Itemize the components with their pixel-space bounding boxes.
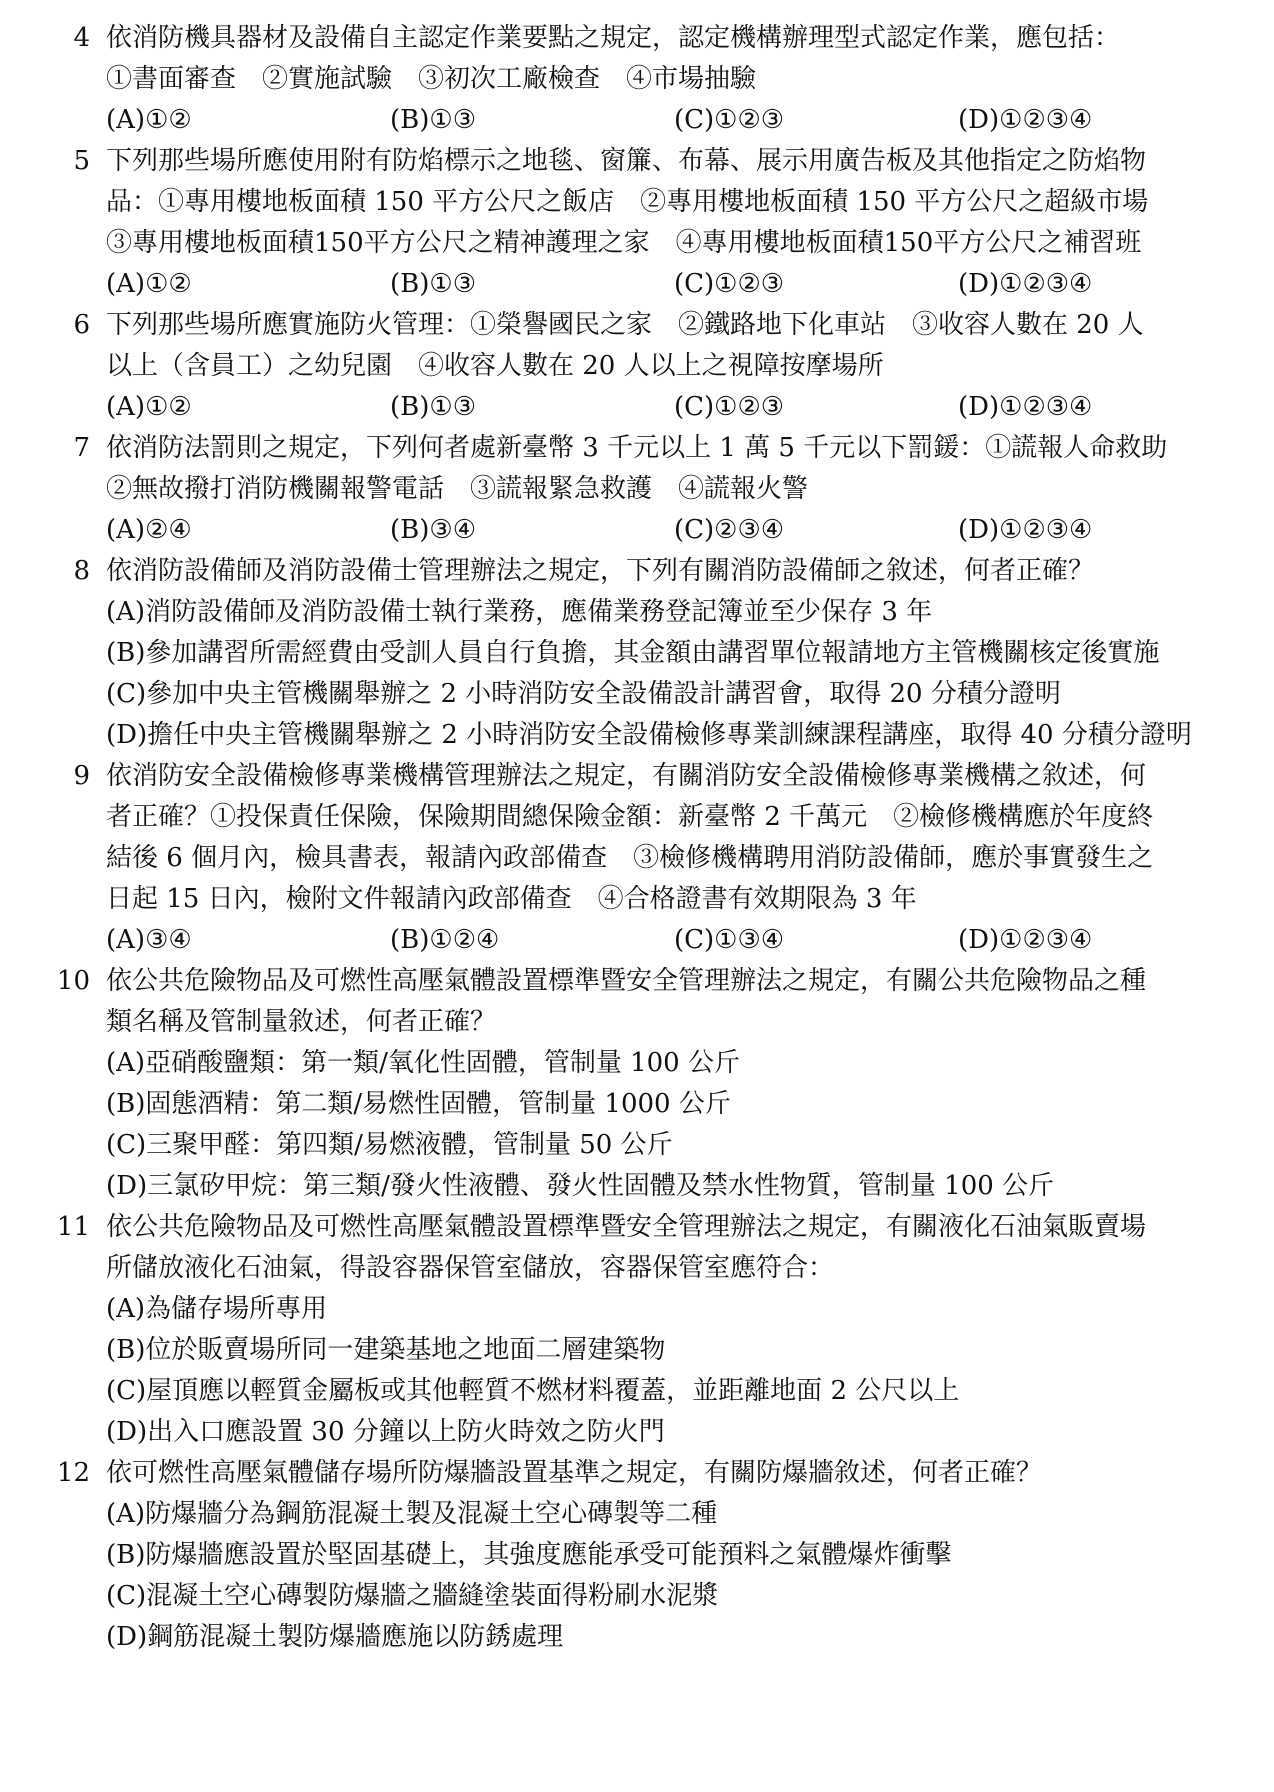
answer-option: (C)①③④	[674, 925, 785, 955]
answer-option: (A)為儲存場所專用	[106, 1294, 328, 1324]
question-number: 10	[56, 966, 90, 996]
question-stem	[106, 141, 1242, 264]
question-stem-line: ②無故撥打消防機關報警電話 ③謊報緊急救護 ④謊報火警	[106, 474, 809, 504]
answer-option: (B)①③	[390, 105, 477, 135]
question-number: 7	[73, 433, 90, 463]
question-stem-line: 依公共危險物品及可燃性高壓氣體設置標準暨安全管理辦法之規定，有關公共危險物品之種	[106, 966, 1147, 996]
question-number: 9	[73, 761, 90, 791]
question-block	[56, 961, 1242, 1207]
answer-option: (D)擔任中央主管機關舉辦之 2 小時消防安全設備檢修專業訓練課程講座，取得 40 分積分證明	[106, 720, 1192, 750]
answer-option: (A)①②	[106, 392, 192, 422]
answer-option: (B)①③	[390, 269, 477, 299]
answer-option: (D)①②③④	[958, 925, 1093, 955]
answer-option: (A)②④	[106, 515, 192, 545]
answer-options-row	[106, 100, 1242, 141]
question-stem-line: 所儲放液化石油氣，得設容器保管室儲放，容器保管室應符合：	[106, 1253, 835, 1283]
answer-option: (A)消防設備師及消防設備士執行業務，應備業務登記簿並至少保存 3 年	[106, 597, 933, 627]
answer-option: (B)防爆牆應設置於堅固基礎上，其強度應能承受可能預料之氣體爆炸衝擊	[106, 1540, 952, 1570]
answer-options-row	[106, 920, 1242, 961]
question-stem-line: 下列那些場所應實施防火管理：①榮譽國民之家 ②鐵路地下化車站 ③收容人數在 20 人	[106, 310, 1144, 340]
question-stem-line: 依消防設備師及消防設備士管理辦法之規定，下列有關消防設備師之敘述，何者正確？	[106, 556, 1095, 586]
answer-options-list	[106, 1289, 1242, 1453]
question-block	[73, 756, 1242, 961]
question-block	[73, 551, 1242, 756]
question-stem-line: 依消防法罰則之規定，下列何者處新臺幣 3 千元以上 1 萬 5 千元以下罰鍰：①謊報人命救助	[106, 433, 1168, 463]
question-stem	[106, 18, 1242, 100]
question-stem-line: 依消防安全設備檢修專業機構管理辦法之規定，有關消防安全設備檢修專業機構之敘述，何	[106, 761, 1147, 791]
answer-option: (A)①②	[106, 269, 192, 299]
answer-options-row	[106, 264, 1242, 305]
answer-option: (C)①②③	[674, 105, 785, 135]
answer-option: (D)鋼筋混凝土製防爆牆應施以防銹處理	[106, 1622, 564, 1652]
answer-option: (D)①②③④	[958, 269, 1093, 299]
answer-option: (C)①②③	[674, 269, 785, 299]
question-stem	[106, 551, 1242, 592]
question-stem-line: 結後 6 個月內，檢具書表，報請內政部備查 ③檢修機構聘用消防設備師，應於事實發生之	[106, 843, 1154, 873]
question-block	[56, 1453, 1242, 1658]
question-number: 6	[73, 310, 90, 340]
answer-option: (D)①②③④	[958, 515, 1093, 545]
question-stem-line: ③專用樓地板面積150平方公尺之精神護理之家 ④專用樓地板面積150平方公尺之補習班	[106, 228, 1142, 258]
question-stem-line: 以上（含員工）之幼兒園 ④收容人數在 20 人以上之視障按摩場所	[106, 351, 884, 381]
answer-option: (D)①②③④	[958, 105, 1093, 135]
answer-option: (C)混凝土空心磚製防爆牆之牆縫塗裝面得粉刷水泥漿	[106, 1581, 719, 1611]
question-number: 11	[56, 1212, 90, 1242]
answer-option: (C)屋頂應以輕質金屬板或其他輕質不燃材料覆蓋，並距離地面 2 公尺以上	[106, 1376, 960, 1406]
answer-options-list	[106, 1043, 1242, 1207]
question-block	[73, 18, 1242, 141]
answer-option: (B)③④	[390, 515, 477, 545]
answer-option: (C)三聚甲醛：第四類/易燃液體，管制量 50 公斤	[106, 1130, 673, 1160]
question-number: 12	[56, 1458, 90, 1488]
question-number: 8	[73, 556, 90, 586]
question-stem	[106, 305, 1242, 387]
question-block	[73, 305, 1242, 428]
answer-option: (A)亞硝酸鹽類：第一類/氧化性固體，管制量 100 公斤	[106, 1048, 740, 1078]
answer-option: (B)①③	[390, 392, 477, 422]
question-block	[73, 141, 1242, 305]
answer-option: (A)③④	[106, 925, 192, 955]
answer-option: (A)防爆牆分為鋼筋混凝土製及混凝土空心磚製等二種	[106, 1499, 718, 1529]
question-number: 4	[73, 23, 90, 53]
question-stem-line: 類名稱及管制量敘述，何者正確？	[106, 1007, 497, 1037]
answer-option: (C)參加中央主管機關舉辦之 2 小時消防安全設備設計講習會，取得 20 分積分證明	[106, 679, 1061, 709]
question-stem	[106, 1453, 1242, 1494]
question-stem-line: 依公共危險物品及可燃性高壓氣體設置標準暨安全管理辦法之規定，有關液化石油氣販賣場	[106, 1212, 1147, 1242]
answer-options-row	[106, 387, 1242, 428]
answer-option: (B)①②④	[390, 925, 500, 955]
answer-option: (C)①②③	[674, 392, 785, 422]
question-stem	[106, 428, 1242, 510]
answer-option: (C)②③④	[674, 515, 785, 545]
question-stem-line: 者正確？①投保責任保險，保險期間總保險金額：新臺幣 2 千萬元 ②檢修機構應於年度終	[106, 802, 1154, 832]
answer-option: (D)三氯矽甲烷：第三類/發火性液體、發火性固體及禁水性物質，管制量 100 公斤	[106, 1171, 1055, 1201]
question-stem-line: 品：①專用樓地板面積 150 平方公尺之飯店 ②專用樓地板面積 150 平方公尺之超級市場	[106, 187, 1149, 217]
question-stem-line: 下列那些場所應使用附有防焰標示之地毯、窗簾、布幕、展示用廣告板及其他指定之防焰物	[106, 146, 1147, 176]
answer-options-list	[106, 592, 1242, 756]
answer-options-row	[106, 510, 1242, 551]
question-stem-line: 依可燃性高壓氣體儲存場所防爆牆設置基準之規定，有關防爆牆敘述，何者正確？	[106, 1458, 1043, 1488]
question-stem-line: 依消防機具器材及設備自主認定作業要點之規定，認定機構辦理型式認定作業，應包括：	[106, 23, 1121, 53]
question-stem-line: 日起 15 日內，檢附文件報請內政部備查 ④合格證書有效期限為 3 年	[106, 884, 917, 914]
question-stem	[106, 1207, 1242, 1289]
answer-option: (D)出入口應設置 30 分鐘以上防火時效之防火門	[106, 1417, 665, 1447]
answer-option: (B)位於販賣場所同一建築基地之地面二層建築物	[106, 1335, 666, 1365]
answer-options-list	[106, 1494, 1242, 1658]
answer-option: (A)①②	[106, 105, 192, 135]
question-stem-line: ①書面審查 ②實施試驗 ③初次工廠檢查 ④市場抽驗	[106, 64, 757, 94]
question-block	[73, 428, 1242, 551]
question-stem	[106, 961, 1242, 1043]
question-block	[56, 1207, 1242, 1453]
answer-option: (D)①②③④	[958, 392, 1093, 422]
question-number: 5	[73, 146, 90, 176]
answer-option: (B)固態酒精：第二類/易燃性固體，管制量 1000 公斤	[106, 1089, 731, 1119]
answer-option: (B)參加講習所需經費由受訓人員自行負擔，其金額由講習單位報請地方主管機關核定後實施	[106, 638, 1160, 668]
question-stem	[106, 756, 1242, 920]
